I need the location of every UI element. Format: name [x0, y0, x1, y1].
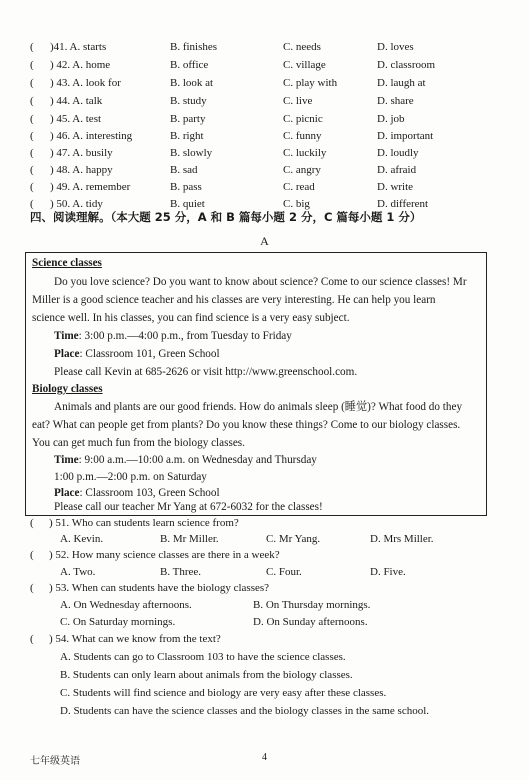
- vocab-question-45: [30, 111, 500, 127]
- option-d: D. different: [377, 198, 429, 210]
- time-value: : 9:00 a.m.—10:00 a.m. on Wednesday and Thursday: [78, 454, 317, 466]
- option-c: C. luckily: [283, 147, 327, 159]
- option-b: B. On Thursday mornings.: [253, 599, 371, 611]
- option-c: C. funny: [283, 130, 322, 142]
- science-time: [32, 328, 482, 345]
- place-label: Place: [54, 487, 80, 499]
- time-label: Time: [54, 330, 79, 342]
- vocab-question-44: [30, 93, 500, 109]
- answer-paren: (: [30, 113, 34, 125]
- biology-time: [32, 452, 482, 469]
- place-value: : Classroom 101, Green School: [79, 348, 220, 360]
- science-contact: Please call Kevin at 685-2626 or visit http://www.greenschool.com.: [54, 366, 358, 378]
- option-c: C. needs: [283, 41, 321, 53]
- place-value: : Classroom 103, Green School: [79, 487, 220, 499]
- option-c: C. village: [283, 59, 326, 71]
- question-stem: ) 51. Who can students learn science from?: [49, 517, 239, 529]
- option-d: D. laugh at: [377, 77, 426, 89]
- passage-letter: A: [260, 234, 269, 248]
- option-c: C. Mr Yang.: [266, 533, 321, 545]
- place-label: Place: [54, 348, 80, 360]
- answer-paren: (: [30, 77, 34, 89]
- science-line-2: Miller is a good science teacher and his classes are very interesting. He can help you learn: [32, 294, 436, 306]
- option-b: B. right: [170, 130, 204, 142]
- option-a: A. On Wednesday afternoons.: [60, 599, 192, 611]
- option-c: C. Four.: [266, 566, 302, 578]
- option-d: D. classroom: [377, 59, 436, 71]
- answer-paren: (: [30, 582, 34, 594]
- option-c: C. Students will find science and biology are very easy after these classes.: [60, 687, 387, 699]
- option-d: D. write: [377, 181, 414, 193]
- time-value: : 3:00 p.m.—4:00 p.m., from Tuesday to Friday: [78, 330, 292, 342]
- option-d: D. share: [377, 95, 414, 107]
- option-b: B. Three.: [160, 566, 202, 578]
- answer-paren: (: [30, 181, 34, 193]
- option-a: ) 47. A. busily: [50, 147, 113, 159]
- option-d: D. Students can have the science classes and the biology classes in the same school.: [60, 705, 430, 717]
- footer-subject: 七年级英语: [30, 756, 80, 767]
- science-line-1: Do you love science? Do you want to know about science? Come to our science classes! Mr: [54, 276, 467, 288]
- option-b: B. look at: [170, 77, 214, 89]
- option-d: D. Five.: [370, 566, 406, 578]
- biology-line-3: You can get much fun from the biology classes.: [32, 437, 245, 449]
- vocab-question-42: [30, 57, 500, 73]
- option-b: B. Students can only learn about animals from the biology classes.: [60, 669, 353, 681]
- option-a: ) 48. A. happy: [50, 164, 113, 176]
- option-c: C. play with: [283, 77, 338, 89]
- option-b: B. sad: [170, 164, 198, 176]
- option-b: B. finishes: [170, 41, 218, 53]
- science-title: Science classes: [32, 257, 102, 269]
- answer-paren: (: [30, 517, 34, 529]
- option-d: D. Mrs Miller.: [370, 533, 434, 545]
- option-a: ) 43. A. look for: [50, 77, 121, 89]
- option-a: ) 46. A. interesting: [50, 130, 133, 142]
- biology-line-2: eat? What can people get from plants? Do you know these things? Come to our biology classes.: [32, 419, 461, 431]
- option-b: B. office: [170, 59, 209, 71]
- vocab-question-41: [30, 39, 500, 55]
- option-b: B. study: [170, 95, 207, 107]
- option-a: ) 42. A. home: [50, 59, 111, 71]
- biology-line-1: Animals and plants are our good friends. How do animals sleep (睡觉)? What food do they: [54, 401, 463, 413]
- answer-paren: (: [30, 130, 34, 142]
- option-a: A. Two.: [60, 566, 96, 578]
- option-d: D. On Sunday afternoons.: [253, 616, 368, 628]
- page-number: 4: [262, 752, 267, 763]
- option-c: C. read: [283, 181, 315, 193]
- question-stem: ) 54. What can we know from the text?: [49, 633, 221, 645]
- vocab-question-48: [30, 162, 500, 178]
- section-heading: 四、阅读理解。（本大题 25 分，A 和 B 篇每小题 2 分，C 篇每小题 1 分）: [30, 210, 422, 224]
- option-c: C. big: [283, 198, 310, 210]
- biology-contact: Please call our teacher Mr Yang at 672-6032 for the classes!: [54, 501, 323, 513]
- option-b: B. slowly: [170, 147, 213, 159]
- answer-paren: (: [30, 59, 34, 71]
- question-stem: ) 52. How many science classes are there in a week?: [49, 549, 280, 561]
- option-d: D. afraid: [377, 164, 417, 176]
- option-d: D. job: [377, 113, 405, 125]
- science-line-3: science well. In his classes, you can find science is a very easy subject.: [32, 312, 350, 324]
- option-a: ) 45. A. test: [50, 113, 102, 125]
- option-b: B. party: [170, 113, 206, 125]
- option-c: C. On Saturday mornings.: [60, 616, 176, 628]
- vocab-question-43: [30, 75, 500, 91]
- option-a: ) 49. A. remember: [50, 181, 131, 193]
- answer-paren: (: [30, 633, 34, 645]
- option-b: B. quiet: [170, 198, 205, 210]
- option-a: A. Students can go to Classroom 103 to have the science classes.: [60, 651, 346, 663]
- option-a: )41. A. starts: [50, 41, 107, 53]
- option-d: D. important: [377, 130, 434, 142]
- passage-box: [25, 252, 487, 516]
- option-d: D. loudly: [377, 147, 419, 159]
- biology-time-2: 1:00 p.m.—2:00 p.m. on Saturday: [54, 471, 207, 483]
- option-b: B. Mr Miller.: [160, 533, 219, 545]
- option-a: ) 50. A. tidy: [50, 198, 103, 210]
- answer-paren: (: [30, 147, 34, 159]
- answer-paren: (: [30, 198, 34, 210]
- answer-paren: (: [30, 164, 34, 176]
- option-c: C. picnic: [283, 113, 323, 125]
- vocab-question-46: [30, 128, 500, 144]
- answer-paren: (: [30, 549, 34, 561]
- answer-paren: (: [30, 41, 34, 53]
- answer-paren: (: [30, 95, 34, 107]
- option-a: A. Kevin.: [60, 533, 104, 545]
- option-c: C. angry: [283, 164, 321, 176]
- vocab-question-49: [30, 179, 500, 195]
- option-b: B. pass: [170, 181, 202, 193]
- biology-title: Biology classes: [32, 383, 103, 395]
- vocab-question-47: [30, 145, 500, 161]
- science-place: [32, 346, 482, 363]
- option-d: D. loves: [377, 41, 414, 53]
- time-label: Time: [54, 454, 79, 466]
- option-a: ) 44. A. talk: [50, 95, 103, 107]
- question-stem: ) 53. When can students have the biology classes?: [49, 582, 270, 594]
- option-c: C. live: [283, 95, 313, 107]
